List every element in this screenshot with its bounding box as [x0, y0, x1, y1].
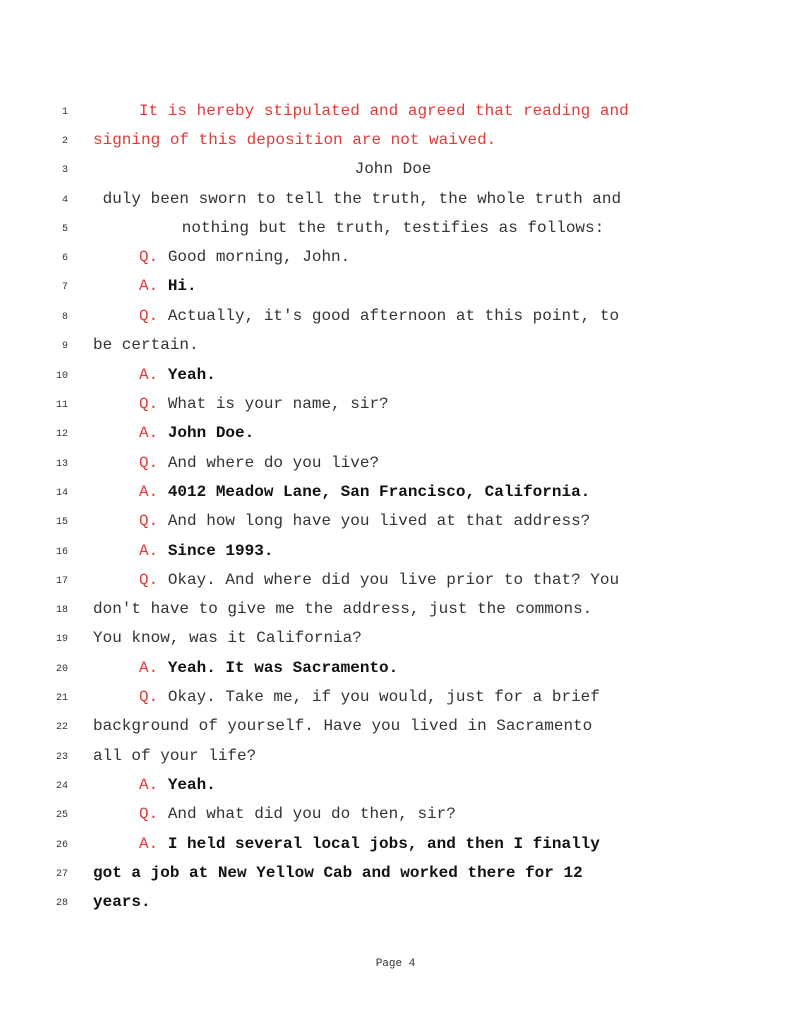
oath-text: nothing but the truth, testifies as follows:	[181, 219, 605, 237]
question-text: You know, was it California?	[93, 629, 362, 647]
line-number: 16	[55, 547, 68, 558]
question-marker: Q.	[139, 512, 159, 530]
question-text: And how long have you lived at that address?	[167, 512, 591, 530]
line-number: 25	[55, 810, 68, 821]
line-number: 17	[55, 576, 68, 587]
transcript-line	[0, 624, 791, 653]
question-text: background of yourself. Have you lived in Sacramento	[93, 717, 593, 735]
question-text: don't have to give me the address, just the commons.	[93, 600, 593, 618]
answer-text: Yeah.	[167, 776, 216, 794]
transcript-line	[0, 390, 791, 419]
transcript-line	[0, 302, 791, 331]
question-text: Okay. And where did you live prior to that? You	[167, 571, 620, 589]
transcript-line	[0, 361, 791, 390]
line-number: 22	[55, 722, 68, 733]
transcript-line	[0, 419, 791, 448]
transcript-line	[0, 712, 791, 741]
question-marker: Q.	[139, 248, 159, 266]
answer-text: Yeah.	[167, 366, 216, 384]
transcript-line	[0, 537, 791, 566]
transcript-line	[0, 97, 791, 126]
transcript-line	[0, 595, 791, 624]
question-text: Actually, it's good afternoon at this point, to	[167, 307, 620, 325]
transcript-line	[0, 243, 791, 272]
question-text: And what did you do then, sir?	[167, 805, 456, 823]
witness-name: John Doe	[354, 160, 432, 178]
answer-marker: A.	[139, 483, 159, 501]
line-number: 11	[55, 400, 68, 411]
question-marker: Q.	[139, 307, 159, 325]
answer-text: years.	[93, 893, 151, 911]
question-text: What is your name, sir?	[167, 395, 389, 413]
line-number: 20	[55, 664, 68, 675]
transcript-line	[0, 272, 791, 301]
answer-text: I held several local jobs, and then I finally	[167, 835, 600, 853]
line-number: 28	[55, 898, 68, 909]
answer-marker: A.	[139, 542, 159, 560]
transcript-line	[0, 742, 791, 771]
line-number: 3	[61, 165, 68, 176]
transcript-line	[0, 126, 791, 155]
question-text: be certain.	[93, 336, 199, 354]
line-number: 19	[55, 634, 68, 645]
line-number: 6	[61, 253, 68, 264]
transcript-line	[0, 507, 791, 536]
line-number: 8	[61, 312, 68, 323]
answer-text: 4012 Meadow Lane, San Francisco, California.	[167, 483, 591, 501]
line-number: 26	[55, 840, 68, 851]
line-number: 9	[61, 341, 68, 352]
line-number: 4	[61, 195, 68, 206]
transcript-line	[0, 331, 791, 360]
answer-text: John Doe.	[167, 424, 255, 442]
line-number: 18	[55, 605, 68, 616]
page-number: Page 4	[375, 958, 416, 970]
answer-text: Hi.	[167, 277, 197, 295]
transcript-line	[0, 654, 791, 683]
line-number: 24	[55, 781, 68, 792]
transcript-line	[0, 888, 791, 917]
question-text: all of your life?	[93, 747, 257, 765]
answer-marker: A.	[139, 776, 159, 794]
answer-marker: A.	[139, 424, 159, 442]
transcript-line	[0, 185, 791, 214]
question-marker: Q.	[139, 688, 159, 706]
answer-marker: A.	[139, 659, 159, 677]
transcript-line	[0, 859, 791, 888]
line-number: 1	[61, 107, 68, 118]
line-number: 23	[55, 752, 68, 763]
question-marker: Q.	[139, 454, 159, 472]
question-text: Good morning, John.	[167, 248, 351, 266]
line-number: 2	[61, 136, 68, 147]
question-marker: Q.	[139, 571, 159, 589]
transcript-line	[0, 771, 791, 800]
line-number: 15	[55, 517, 68, 528]
transcript-line	[0, 800, 791, 829]
line-number: 7	[61, 282, 68, 293]
answer-text: got a job at New Yellow Cab and worked there for 12	[93, 864, 583, 882]
stipulation-text: It is hereby stipulated and agreed that reading and	[139, 102, 629, 120]
oath-text: duly been sworn to tell the truth, the whole truth and	[93, 190, 622, 208]
question-marker: Q.	[139, 805, 159, 823]
line-number: 5	[61, 224, 68, 235]
answer-marker: A.	[139, 277, 159, 295]
line-number: 10	[55, 371, 68, 382]
transcript-line	[0, 155, 791, 184]
transcript-line	[0, 478, 791, 507]
question-text: Okay. Take me, if you would, just for a brief	[167, 688, 600, 706]
answer-marker: A.	[139, 366, 159, 384]
answer-text: Since 1993.	[167, 542, 274, 560]
line-number: 14	[55, 488, 68, 499]
transcript-line	[0, 566, 791, 595]
transcript-line	[0, 449, 791, 478]
answer-text: Yeah. It was Sacramento.	[167, 659, 399, 677]
transcript-line	[0, 214, 791, 243]
stipulation-text: signing of this deposition are not waived.	[93, 131, 497, 149]
line-number: 21	[55, 693, 68, 704]
line-number: 12	[55, 429, 68, 440]
question-marker: Q.	[139, 395, 159, 413]
transcript-line	[0, 830, 791, 859]
transcript-line	[0, 683, 791, 712]
line-number: 27	[55, 869, 68, 880]
line-number: 13	[55, 459, 68, 470]
answer-marker: A.	[139, 835, 159, 853]
question-text: And where do you live?	[167, 454, 380, 472]
